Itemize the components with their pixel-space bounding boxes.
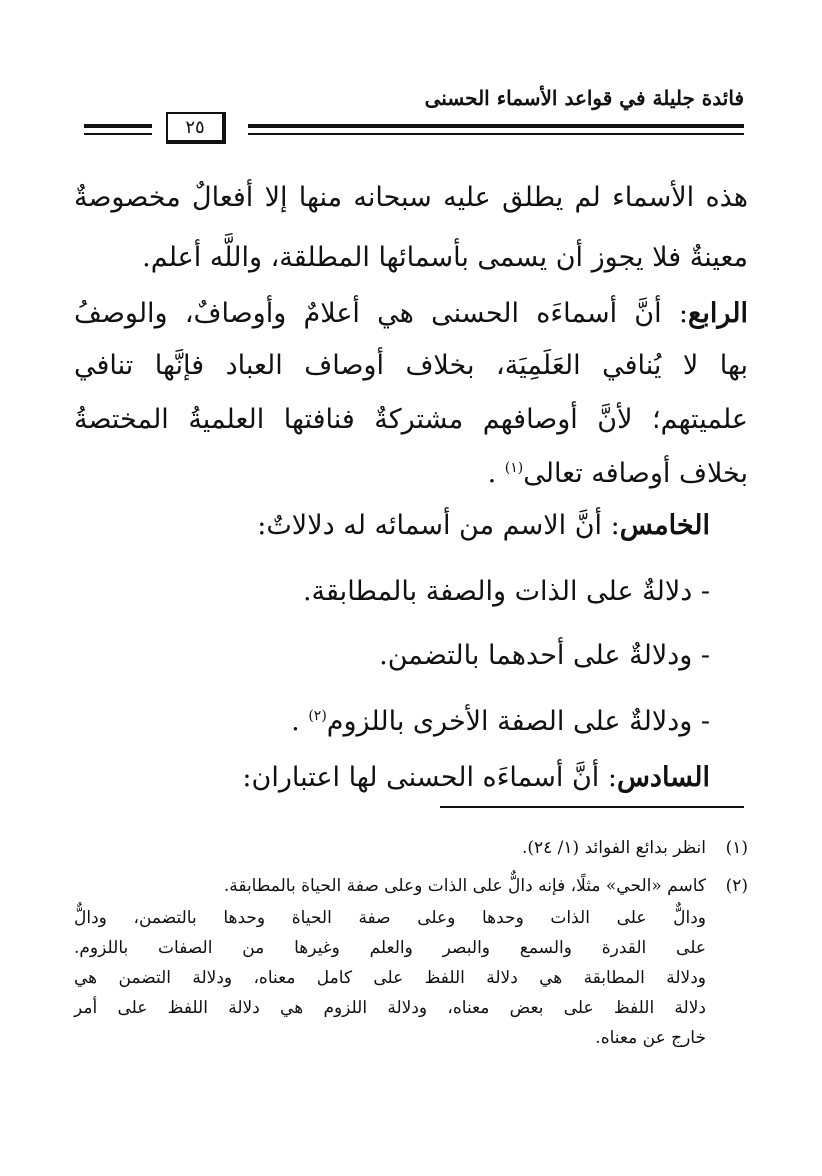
footnote-ref-2: (٢) — [308, 708, 327, 724]
running-header-title: فائدة جليلة في قواعد الأسماء الحسنى — [424, 86, 744, 110]
sadis-line — [242, 758, 710, 798]
header-rule-right-thin — [248, 133, 744, 135]
header-rule-right-thick — [248, 124, 744, 128]
khamis-label: الخامس — [619, 510, 710, 541]
footnote-2 — [224, 872, 748, 900]
rabi-line-2: بها لا يُنافي العَلَمِيَة، بخلاف أوصاف العباد فإنَّها تنافي — [74, 350, 748, 381]
body-line-2: معينةٌ فلا يجوز أن يسمى بأسمائها المطلقة، واللَّه أعلم. — [142, 242, 748, 273]
khamis-item-3-text: - ودلالةٌ على الصفة الأخرى باللزوم — [326, 706, 710, 737]
footnote-2-line-3: على القدرة والسمع والبصر والعلم وغيرها من الصفات باللزوم. — [74, 938, 706, 958]
rabi-line-1 — [74, 294, 748, 334]
footnote-2-number: (٢) — [725, 876, 748, 896]
body-line-1: هذه الأسماء لم يطلق عليه سبحانه منها إلا أفعالٌ مخصوصةٌ — [74, 182, 748, 213]
rabi-text-4: بخلاف أوصافه تعالى — [523, 458, 748, 489]
page-number-box — [166, 112, 226, 144]
footnote-1-text: انظر بدائع الفوائد (١/ ٢٤). — [521, 838, 706, 858]
footnote-2-line-4: ودلالة المطابقة هي دلالة اللفظ على كامل معناه، ودلالة التضمن هي — [74, 968, 706, 988]
footnote-2-line-5: دلالة اللفظ على بعض معناه، ودلالة اللزوم هي دلالة اللفظ على أمر — [74, 998, 706, 1018]
khamis-text: : أنَّ الاسم من أسمائه له دلالاتٌ: — [257, 510, 620, 541]
rabi-label: الرابع — [687, 298, 748, 329]
rabi-line-3: علميتهم؛ لأنَّ أوصافهم مشتركةٌ فنافتها العلميةُ المختصةُ — [74, 404, 748, 435]
khamis-line — [257, 506, 710, 546]
sadis-text: : أنَّ أسماءَه الحسنى لها اعتباران: — [242, 762, 617, 793]
footnote-2-first-line: كاسم «الحي» مثلًا، فإنه دالٌّ على الذات وعلى صفة الحياة بالمطابقة. — [223, 876, 706, 896]
khamis-item-1: - دلالةٌ على الذات والصفة بالمطابقة. — [302, 576, 710, 607]
footnote-1 — [522, 834, 748, 862]
footnote-1-number: (١) — [725, 838, 748, 858]
khamis-item-3-end: . — [291, 706, 300, 737]
rabi-line-4 — [488, 448, 748, 494]
footnote-ref-1: (١) — [504, 460, 524, 476]
khamis-item-2: - ودلالةٌ على أحدهما بالتضمن. — [379, 640, 710, 671]
footnote-separator — [440, 806, 744, 808]
rabi-text-1: : أنَّ أسماءَه الحسنى هي أعلامٌ وأوصافٌ، والوصفُ — [74, 298, 688, 329]
header-rule-left-thin — [84, 133, 152, 135]
rabi-end: . — [487, 458, 497, 489]
header-rule-left-thick — [84, 124, 152, 128]
page-number: ٢٥ — [185, 116, 205, 138]
footnote-2-line-2: ودالٌّ على الذات وحدها وعلى صفة الحياة وحدها بالتضمن، ودالٌّ — [74, 908, 706, 928]
khamis-item-3 — [291, 696, 710, 742]
sadis-label: السادس — [616, 762, 710, 793]
footnote-2-line-6: خارج عن معناه. — [595, 1028, 706, 1048]
